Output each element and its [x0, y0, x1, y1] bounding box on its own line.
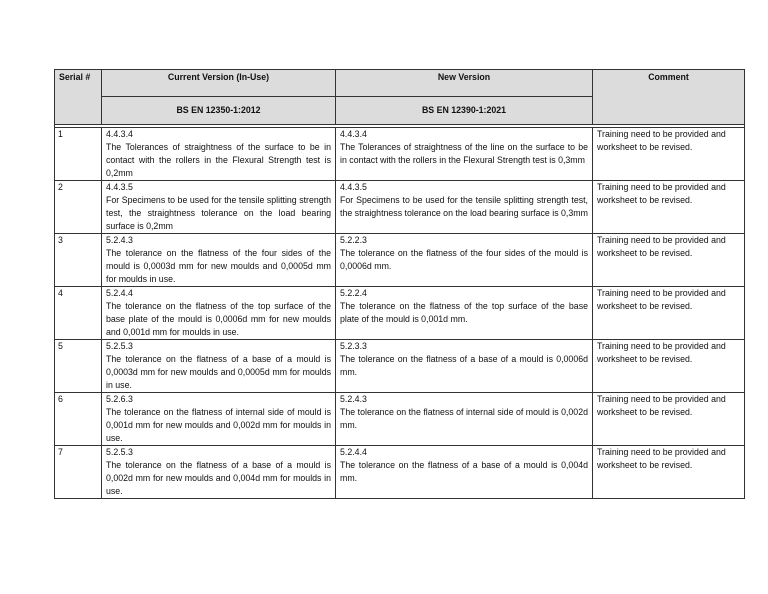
serial-cell — [55, 181, 102, 234]
current-clause: 5.2.6.3 — [106, 394, 133, 404]
current-version-cell — [102, 287, 336, 340]
comment-text: Training need to be provided and worksheet to be revised. — [597, 235, 726, 258]
table-row — [55, 446, 745, 499]
serial-number: 4 — [58, 288, 63, 298]
comment-text: Training need to be provided and worksheet to be revised. — [597, 394, 726, 417]
table-header — [55, 70, 745, 125]
header-current-version: Current Version (In-Use) — [102, 70, 336, 97]
new-text: The Tolerances of straightness of the line on the surface to be in contact with the rollers in the Flexural Strength test is 0,3mm — [340, 142, 588, 165]
serial-cell — [55, 287, 102, 340]
serial-number: 6 — [58, 394, 63, 404]
table-row — [55, 287, 745, 340]
current-text: The tolerance on the flatness of the top surface of the base plate of the mould is 0,0006d mm for new moulds and 0,001d mm for moulds in use. — [106, 301, 331, 337]
current-text: The Tolerances of straightness of the surface to be in contact with the rollers in the Flexural Strength test is 0,2mm — [106, 142, 331, 178]
header-current-standard: BS EN 12350-1:2012 — [102, 97, 336, 125]
current-text: For Specimens to be used for the tensile splitting strength test, the straightness tolerance on the load bearing surface is 0,2mm — [106, 195, 331, 231]
serial-number: 5 — [58, 341, 63, 351]
comparison-table — [54, 69, 745, 499]
comment-cell — [593, 446, 745, 499]
new-clause: 4.4.3.5 — [340, 182, 367, 192]
current-clause: 5.2.4.4 — [106, 288, 133, 298]
new-text: The tolerance on the flatness of the top surface of the base plate of the mould is 0,001d mm. — [340, 301, 588, 324]
table-row — [55, 128, 745, 181]
comment-cell — [593, 128, 745, 181]
current-clause: 4.4.3.5 — [106, 182, 133, 192]
comment-cell — [593, 287, 745, 340]
comment-text: Training need to be provided and worksheet to be revised. — [597, 182, 726, 205]
header-new-version: New Version — [336, 70, 593, 97]
table-row — [55, 393, 745, 446]
current-version-cell — [102, 234, 336, 287]
new-text: The tolerance on the flatness of the four sides of the mould is 0,0006d mm. — [340, 248, 588, 271]
new-clause: 5.2.3.3 — [340, 341, 367, 351]
new-version-cell — [336, 128, 593, 181]
comment-cell — [593, 393, 745, 446]
comment-cell — [593, 234, 745, 287]
table-body — [55, 128, 745, 499]
current-clause: 5.2.5.3 — [106, 447, 133, 457]
current-clause: 4.4.3.4 — [106, 129, 133, 139]
serial-cell — [55, 393, 102, 446]
current-version-cell — [102, 181, 336, 234]
current-text: The tolerance on the flatness of a base of a mould is 0,002d mm for new moulds and 0,004d mm for moulds in use. — [106, 460, 331, 496]
serial-cell — [55, 128, 102, 181]
current-version-cell — [102, 128, 336, 181]
serial-number: 2 — [58, 182, 63, 192]
serial-number: 1 — [58, 129, 63, 139]
serial-cell — [55, 446, 102, 499]
new-clause: 5.2.2.3 — [340, 235, 367, 245]
current-text: The tolerance on the flatness of the four sides of the mould is 0,0003d mm for new moulds and 0,0005d mm for moulds in use. — [106, 248, 331, 284]
new-version-cell — [336, 287, 593, 340]
serial-cell — [55, 340, 102, 393]
new-version-cell — [336, 340, 593, 393]
serial-number: 7 — [58, 447, 63, 457]
new-text: The tolerance on the flatness of internal side of mould is 0,002d mm. — [340, 407, 588, 430]
new-text: The tolerance on the flatness of a base of a mould is 0,0006d mm. — [340, 354, 588, 377]
current-version-cell — [102, 393, 336, 446]
header-comment: Comment — [593, 70, 745, 125]
comment-text: Training need to be provided and worksheet to be revised. — [597, 341, 726, 364]
comment-text: Training need to be provided and worksheet to be revised. — [597, 129, 726, 152]
new-version-cell — [336, 393, 593, 446]
new-version-cell — [336, 181, 593, 234]
table-row — [55, 340, 745, 393]
header-new-standard: BS EN 12390-1:2021 — [336, 97, 593, 125]
table-row — [55, 234, 745, 287]
new-version-cell — [336, 446, 593, 499]
serial-number: 3 — [58, 235, 63, 245]
new-clause: 5.2.2.4 — [340, 288, 367, 298]
current-clause: 5.2.4.3 — [106, 235, 133, 245]
current-text: The tolerance on the flatness of internal side of mould is 0,001d mm for new moulds and 0,002d mm for moulds in use. — [106, 407, 331, 443]
current-text: The tolerance on the flatness of a base of a mould is 0,0003d mm for new moulds and 0,0005d mm for moulds in use. — [106, 354, 331, 390]
new-clause: 4.4.3.4 — [340, 129, 367, 139]
current-version-cell — [102, 446, 336, 499]
new-text: The tolerance on the flatness of a base of a mould is 0,004d mm. — [340, 460, 588, 483]
comment-text: Training need to be provided and worksheet to be revised. — [597, 447, 726, 470]
comment-cell — [593, 340, 745, 393]
header-serial: Serial # — [55, 70, 102, 125]
new-clause: 5.2.4.4 — [340, 447, 367, 457]
serial-cell — [55, 234, 102, 287]
table-row — [55, 181, 745, 234]
comment-cell — [593, 181, 745, 234]
current-version-cell — [102, 340, 336, 393]
comment-text: Training need to be provided and worksheet to be revised. — [597, 288, 726, 311]
current-clause: 5.2.5.3 — [106, 341, 133, 351]
new-clause: 5.2.4.3 — [340, 394, 367, 404]
new-text: For Specimens to be used for the tensile splitting strength test, the straightness tolerance on the load bearing surface is 0,3mm — [340, 195, 588, 218]
new-version-cell — [336, 234, 593, 287]
